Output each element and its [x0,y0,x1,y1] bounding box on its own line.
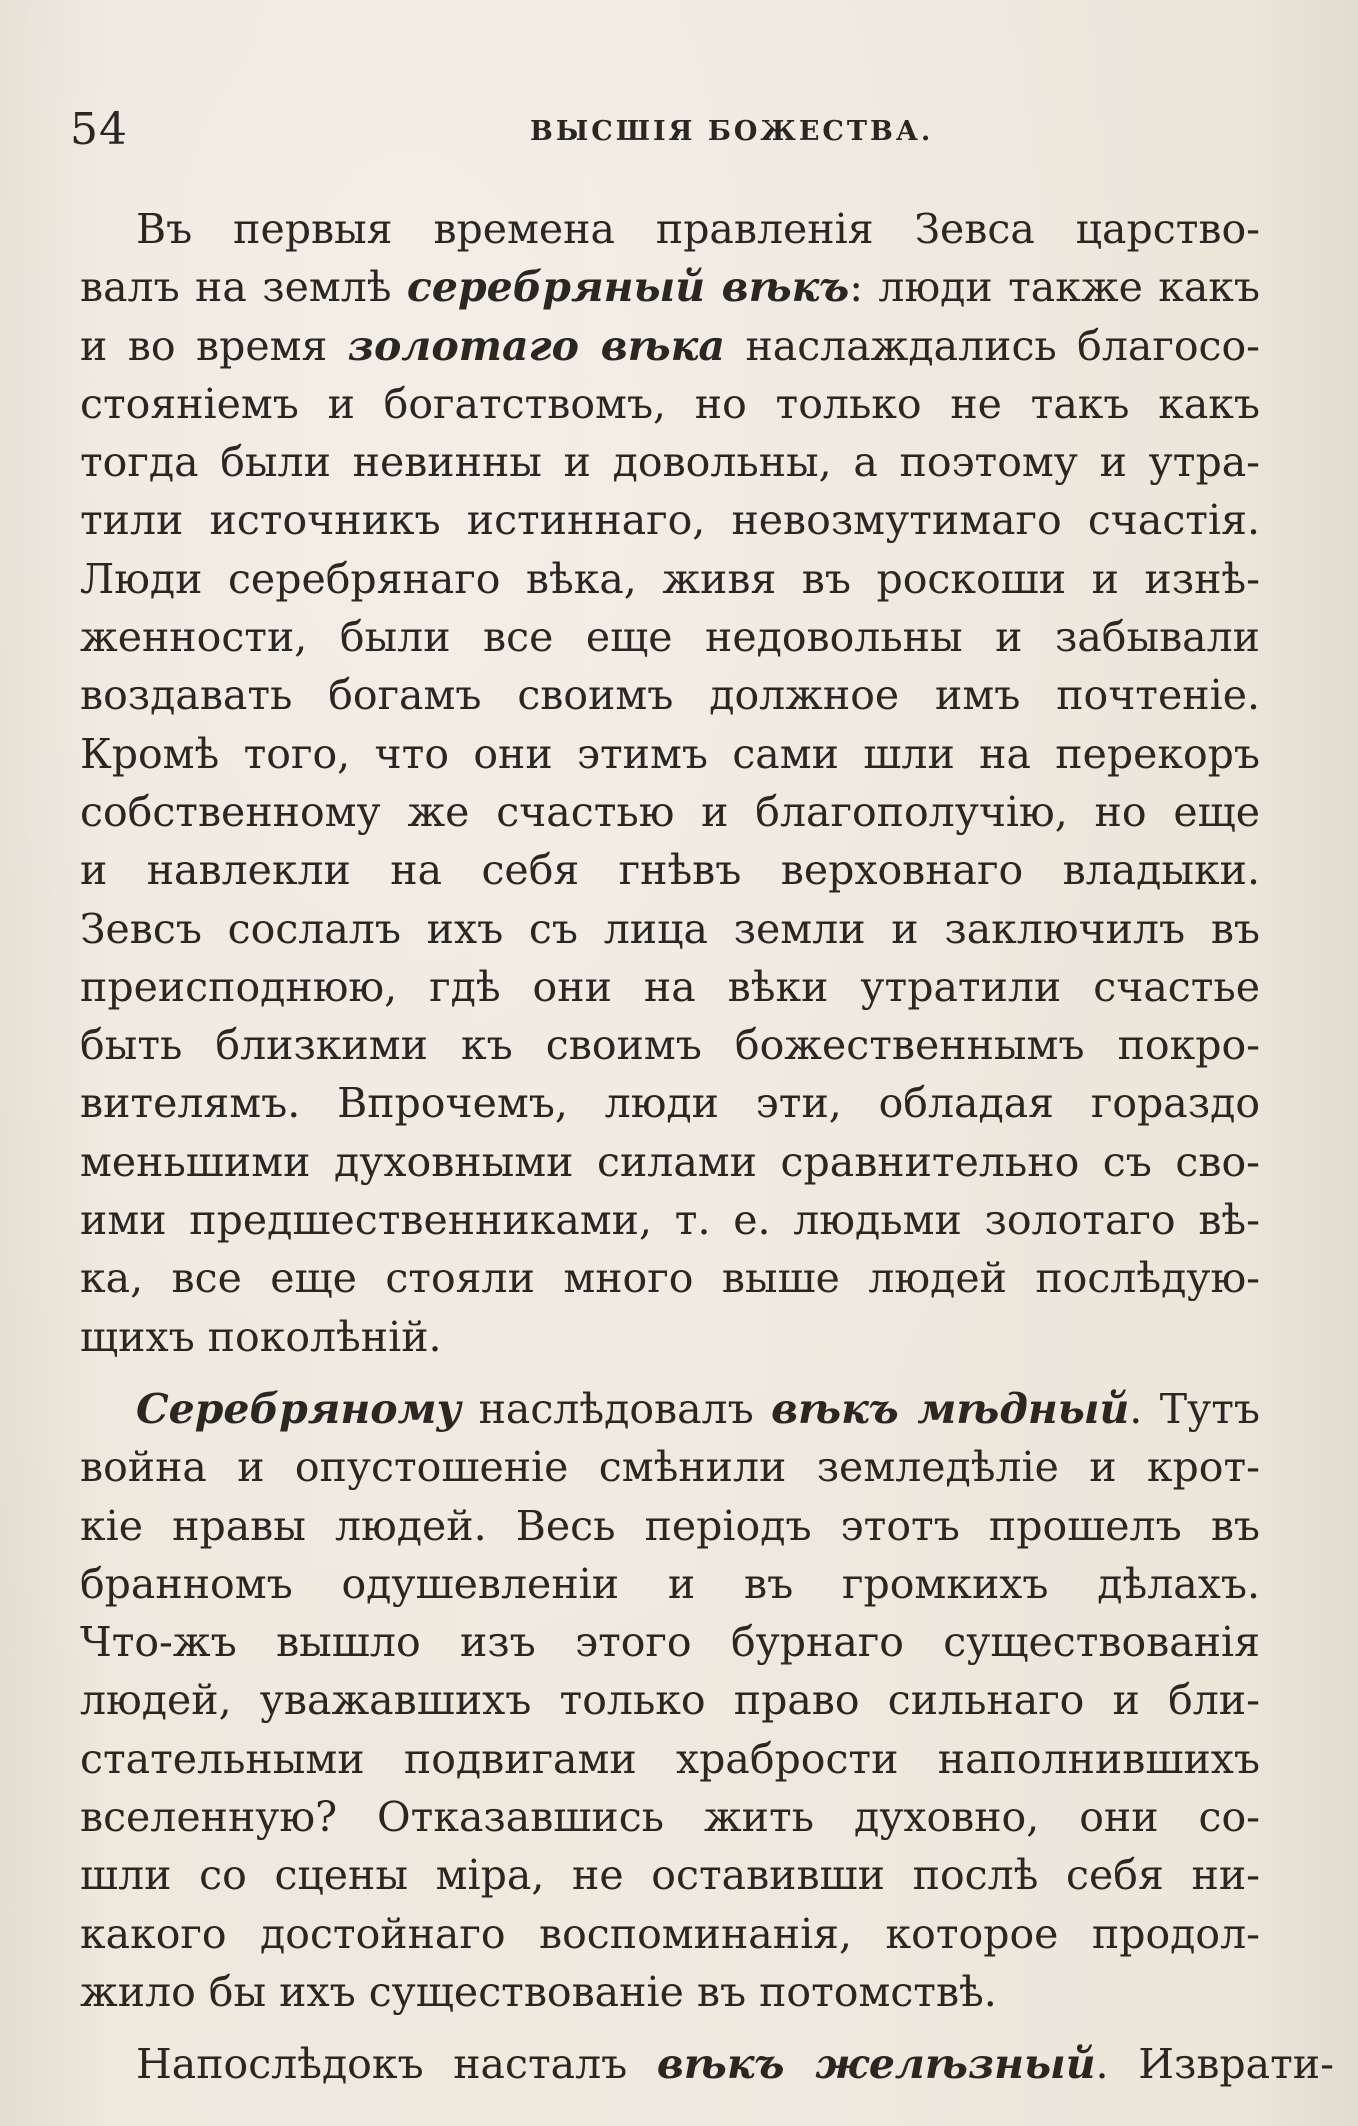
text-line: и во время золотаго вѣка наслаждались благосо- [80,321,1260,370]
italic-term: серебряный вѣкъ [406,263,850,312]
text-line: щихъ поколѣній. [80,1312,442,1361]
text-line: вителямъ. Впрочемъ, люди эти, обладая гораздо [80,1079,1260,1128]
text-line: людей, уважавшихъ только право сильнаго и бли- [80,1676,1260,1725]
text-line: женности, были все еще недовольны и забывали [80,613,1260,662]
text-line: ими предшественниками, т. е. людьми золотаго вѣ- [80,1196,1260,1245]
text-line: какого достойнаго воспоминанія, которое продол- [80,1909,1260,1958]
text-line: собственному же счастью и благополучію, но еще [80,787,1260,836]
text-line: тогда были невинны и довольны, а поэтому и утра- [80,438,1260,487]
text-line: жило бы ихъ существованіе въ потомствѣ. [80,1967,997,2016]
text-line: вселенную? Отказавшись жить духовно, они со- [80,1793,1260,1842]
text-line: Люди серебрянаго вѣка, живя въ роскоши и изнѣ- [80,554,1260,603]
text-line: шли со сцены міра, не оставивши послѣ себя ни- [80,1851,1260,1900]
italic-term: Серебряному [136,1384,462,1433]
text-line: валъ на землѣ серебряный вѣкъ: люди также какъ [80,263,1260,312]
running-head [70,104,1270,154]
text-line: ка, все еще стояли много выше людей послѣдую- [80,1254,1260,1303]
running-title: ВЫСШІЯ БОЖЕСТВА. [530,116,934,147]
text-line: война и опустошеніе смѣнили земледѣліе и крот- [80,1443,1260,1492]
page-number: 54 [70,104,128,155]
italic-term: вѣкъ желѣзный [656,2040,1096,2089]
text-line: воздавать богамъ своимъ должное имъ почтеніе. [80,671,1260,720]
text-line: преисподнюю, гдѣ они на вѣки утратили счастье [80,962,1260,1011]
italic-term: вѣкъ мѣдный [771,1384,1130,1433]
text-line: меньшими духовными силами сравнительно съ сво- [80,1137,1260,1186]
text-line: Серебряному наслѣдовалъ вѣкъ мѣдный. Тутъ [136,1384,1260,1433]
text-line: стояніемъ и богатствомъ, но только не такъ какъ [80,379,1260,428]
text-line: быть близкими къ своимъ божественнымъ покро- [80,1021,1260,1070]
text-line: тили источникъ истиннаго, невозмутимаго счастія. [80,496,1260,545]
text-line: Напослѣдокъ насталъ вѣкъ желѣзный. Изврати- [136,2040,1334,2089]
body-text [80,200,1334,2094]
text-line: Что-жъ вышло изъ этого бурнаго существованія [80,1618,1260,1667]
italic-term: золотаго вѣка [347,321,725,370]
text-line: Кромѣ того, что они этимъ сами шли на перекоръ [80,729,1260,778]
text-line: Зевсъ сослалъ ихъ съ лица земли и заключилъ въ [80,904,1260,953]
text-line: Въ первыя времена правленія Зевса царство- [136,205,1260,253]
text-line: кіе нравы людей. Весь періодъ этотъ прошелъ въ [80,1501,1260,1550]
text-line: бранномъ одушевленіи и въ громкихъ дѣлахъ. [80,1559,1260,1608]
text-line: и навлекли на себя гнѣвъ верховнаго владыки. [80,846,1260,895]
text-line: стательными подвигами храбрости наполнившихъ [80,1734,1260,1783]
